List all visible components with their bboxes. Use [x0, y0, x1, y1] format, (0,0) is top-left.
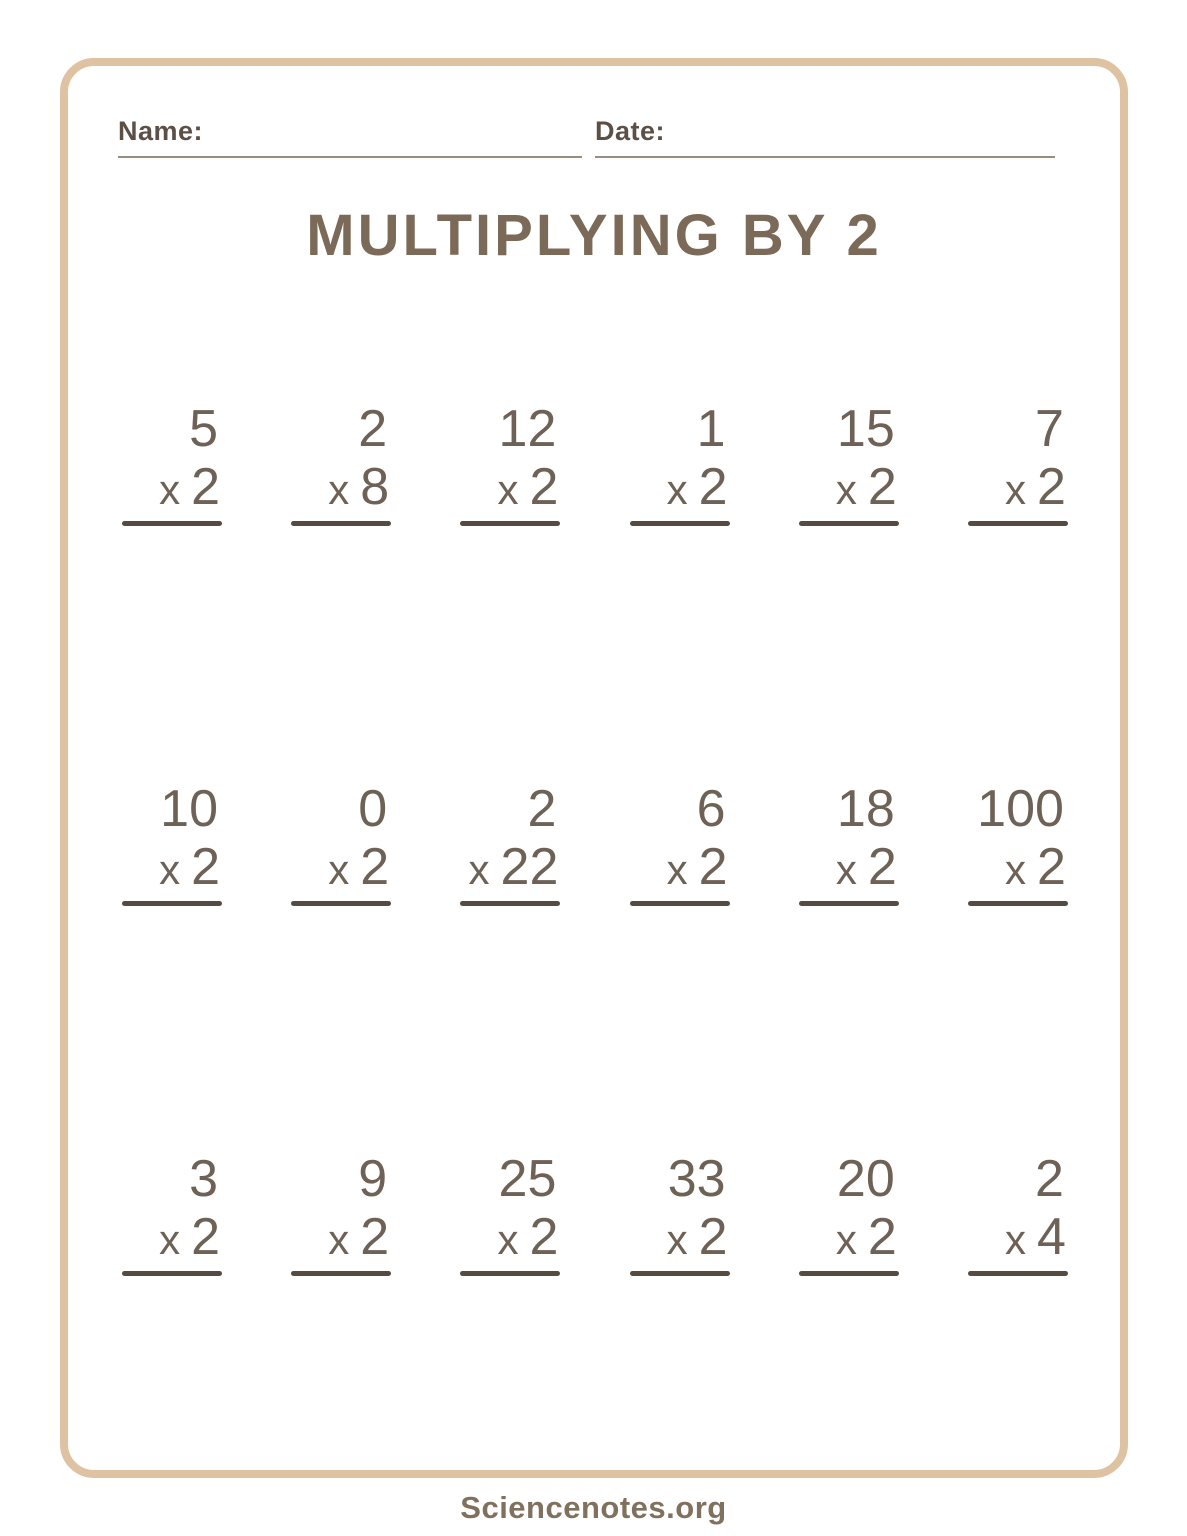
multiply-sign: x	[1005, 1216, 1027, 1263]
problem-cell	[799, 780, 899, 906]
multiplicand: 2	[358, 400, 388, 458]
problem-cell	[799, 400, 899, 526]
multiply-sign: x	[159, 466, 181, 513]
multiply-sign: x	[666, 1216, 688, 1263]
multiplier: 2	[1037, 838, 1066, 896]
multiplier: 2	[867, 838, 897, 896]
multiply-sign: x	[1005, 466, 1027, 513]
multiply-sign: x	[497, 466, 519, 513]
multiply-sign: x	[468, 846, 490, 893]
worksheet-border-frame	[60, 58, 1128, 1478]
date-fill-in-line	[595, 156, 1055, 158]
answer-line	[291, 521, 391, 526]
multiplier: 2	[191, 838, 220, 896]
problem-cell	[460, 1150, 560, 1276]
multiply-sign: x	[328, 1216, 350, 1263]
multiply-sign: x	[159, 846, 181, 893]
multiplicand: 10	[160, 780, 218, 838]
multiply-sign: x	[328, 466, 350, 513]
multiply-sign: x	[666, 466, 688, 513]
multiplier: 2	[867, 1208, 897, 1266]
name-label: Name:	[118, 116, 204, 146]
problem-cell	[122, 400, 222, 526]
answer-line	[122, 521, 222, 526]
multiplicand: 20	[836, 1150, 895, 1208]
multiplier: 2	[191, 1208, 220, 1266]
header-fields	[118, 116, 1057, 158]
multiplier: 2	[867, 458, 897, 516]
problem-cell	[122, 780, 222, 906]
date-label: Date:	[595, 116, 666, 146]
multiplier: 2	[360, 1208, 390, 1266]
answer-line	[799, 521, 899, 526]
answer-line	[460, 521, 560, 526]
multiplicand: 18	[836, 780, 895, 838]
problem-cell	[122, 1150, 222, 1276]
multiply-sign: x	[497, 1216, 519, 1263]
multiplicand: 7	[1035, 400, 1064, 458]
answer-line	[291, 901, 391, 906]
multiply-sign: x	[1005, 846, 1027, 893]
multiplicand: 25	[498, 1150, 557, 1208]
answer-line	[968, 901, 1068, 906]
multiplier: 2	[529, 1208, 559, 1266]
answer-line	[630, 1271, 730, 1276]
answer-line	[122, 1271, 222, 1276]
problem-cell	[799, 1150, 899, 1276]
answer-line	[460, 1271, 560, 1276]
name-field	[118, 116, 582, 158]
multiplicand: 33	[667, 1150, 726, 1208]
problem-row-1	[122, 400, 1068, 526]
multiply-sign: x	[835, 466, 857, 513]
multiplier: 2	[698, 458, 728, 516]
multiplier: 2	[698, 1208, 728, 1266]
problem-cell	[630, 400, 730, 526]
multiplicand: 0	[358, 780, 388, 838]
multiply-sign: x	[328, 846, 350, 893]
multiplicand: 5	[189, 400, 218, 458]
answer-line	[799, 901, 899, 906]
multiplicand: 9	[358, 1150, 388, 1208]
answer-line	[291, 1271, 391, 1276]
problem-cell	[460, 780, 560, 906]
answer-line	[460, 901, 560, 906]
multiplicand: 12	[498, 400, 557, 458]
footer-brand: Sciencenotes.org	[460, 1490, 727, 1525]
date-field	[595, 116, 1055, 158]
multiplicand: 2	[1035, 1150, 1064, 1208]
multiplicand: 2	[527, 780, 557, 838]
multiplier: 22	[500, 838, 559, 896]
problem-cell	[460, 400, 560, 526]
problem-cell	[968, 780, 1068, 906]
multiplier: 2	[360, 838, 390, 896]
multiplier: 2	[529, 458, 559, 516]
multiplicand: 100	[977, 780, 1064, 838]
problem-cell	[291, 400, 391, 526]
multiplicand: 3	[189, 1150, 218, 1208]
problem-cell	[968, 400, 1068, 526]
problem-cell	[630, 780, 730, 906]
answer-line	[630, 521, 730, 526]
multiplicand: 1	[696, 400, 726, 458]
multiplier: 2	[698, 838, 728, 896]
problem-cell	[291, 780, 391, 906]
multiply-sign: x	[835, 1216, 857, 1263]
multiplicand: 15	[836, 400, 895, 458]
name-fill-in-line	[118, 156, 582, 158]
multiplier: 2	[191, 458, 220, 516]
multiplier: 8	[360, 458, 390, 516]
answer-line	[630, 901, 730, 906]
answer-line	[799, 1271, 899, 1276]
multiply-sign: x	[835, 846, 857, 893]
answer-line	[122, 901, 222, 906]
multiplier: 4	[1037, 1208, 1066, 1266]
answer-line	[968, 1271, 1068, 1276]
answer-line	[968, 521, 1068, 526]
multiplicand: 6	[696, 780, 726, 838]
multiply-sign: x	[666, 846, 688, 893]
problem-row-2	[122, 780, 1068, 906]
worksheet-title: MULTIPLYING BY 2	[306, 203, 882, 268]
problem-cell	[630, 1150, 730, 1276]
multiplier: 2	[1037, 458, 1066, 516]
multiply-sign: x	[159, 1216, 181, 1263]
problem-cell	[291, 1150, 391, 1276]
problem-row-3	[122, 1150, 1068, 1276]
problem-cell	[968, 1150, 1068, 1276]
